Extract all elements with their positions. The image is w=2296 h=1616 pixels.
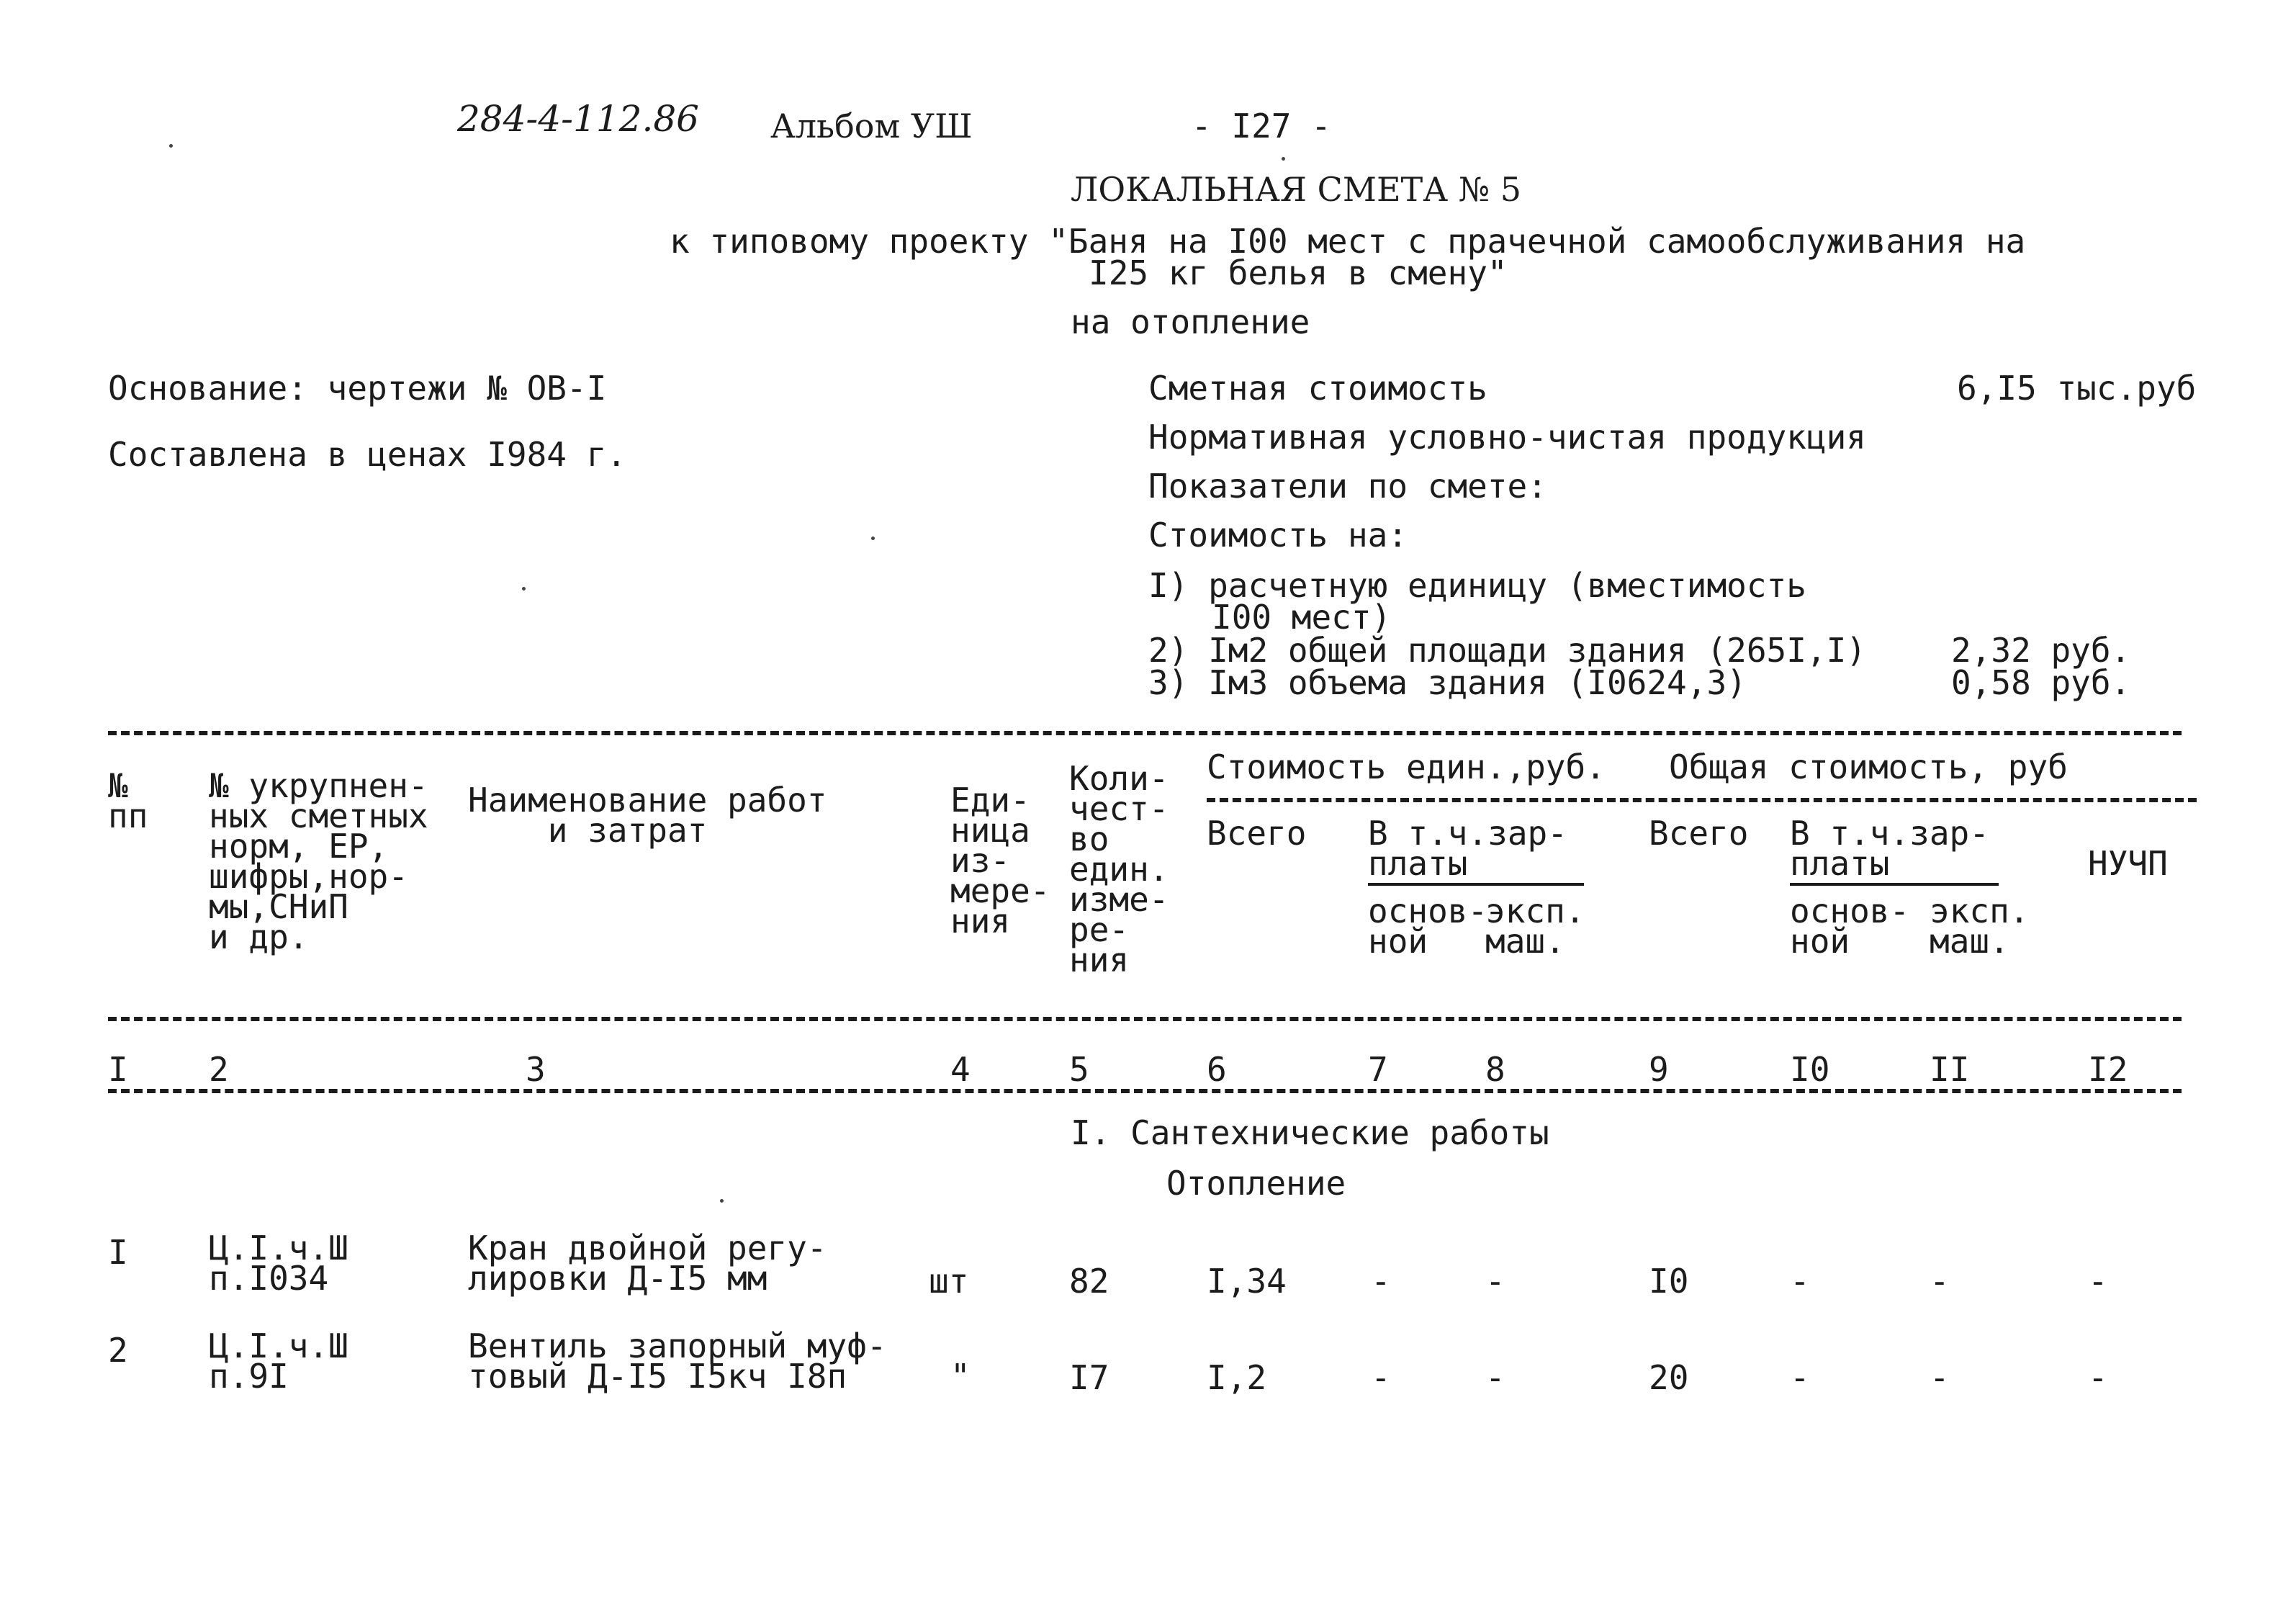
unit-cost-basic-header: основ- ной: [1368, 892, 1488, 961]
nuchp-header: НУЧП: [2088, 844, 2168, 883]
group-header-divider: [1207, 798, 2197, 802]
table-header-bottom-border: [108, 1017, 2182, 1021]
col-number-7: 7: [1368, 1050, 1388, 1089]
col-header-work-name: Наименование работ и затрат: [468, 781, 827, 850]
table-row-1-total-exp: -: [1930, 1262, 1950, 1301]
table-row-1-unit-cost: I,34: [1207, 1262, 1287, 1301]
basis-text: Основание: чертежи № ОВ-I: [108, 369, 607, 408]
unit-cost-machine-header: эксп. маш.: [1485, 892, 1585, 961]
col-header-quantity: Коли- чест- во един. изме- ре- ния: [1069, 759, 1169, 979]
table-row-2-nuchp: -: [2088, 1358, 2108, 1397]
scan-speck: [871, 537, 875, 540]
table-row-2-unit-basic: -: [1371, 1358, 1391, 1397]
unit-cost-wages-header: В т.ч.зар-: [1368, 814, 1567, 853]
page-number: - I27 -: [1192, 107, 1331, 145]
unit-cost-all-header: Всего: [1207, 814, 1307, 853]
indicators-label: Показатели по смете:: [1148, 467, 1547, 506]
prices-text: Составлена в ценах I984 г.: [108, 435, 627, 474]
table-row-2-quantity: I7: [1069, 1358, 1109, 1397]
total-cost-wages-header-2: платы: [1790, 844, 1890, 883]
col-number-11: II: [1930, 1050, 1970, 1089]
table-row-1-unit: шт: [929, 1262, 969, 1301]
table-row-2-total-basic: -: [1790, 1358, 1810, 1397]
table-row-1-unit-basic: -: [1371, 1262, 1391, 1301]
col-number-3: 3: [526, 1050, 546, 1089]
scan-speck: [1282, 157, 1285, 161]
total-wages-underline: [1790, 883, 1999, 886]
table-row-2-number: 2: [108, 1331, 128, 1370]
table-row-2-unit-exp: -: [1485, 1358, 1505, 1397]
table-row-1-number: I: [108, 1233, 128, 1272]
col-number-9: 9: [1649, 1050, 1669, 1089]
indicator-1-line-1: I) расчетную единицу (вместимость: [1148, 566, 1806, 605]
estimated-cost-label: Сметная стоимость: [1148, 369, 1487, 408]
scan-speck: [720, 1199, 724, 1203]
indicator-3-label: 3) Iм3 объема здания (I0624,3): [1148, 663, 1747, 702]
table-row-1-quantity: 82: [1069, 1262, 1109, 1301]
table-row-1-unit-exp: -: [1485, 1262, 1505, 1301]
table-row-1-name: Кран двойной регу- лировки Д-I5 мм: [468, 1229, 827, 1298]
total-cost-machine-header: эксп. маш.: [1930, 892, 2030, 961]
col-numbers-underline: [108, 1089, 2182, 1093]
cost-on-label: Стоимость на:: [1148, 516, 1408, 555]
col-header-norm-code: № укрупнен- ных сметных норм, ЕР, шифры,нор- мы,СНиП и др.: [209, 766, 428, 956]
col-number-1: I: [108, 1050, 128, 1089]
total-cost-group-header: Общая стоимость, руб: [1669, 748, 2068, 786]
total-cost-basic-header: основ- ной: [1790, 892, 1910, 961]
unit-wages-underline: [1368, 883, 1584, 886]
table-row-2-name: Вентиль запорный муф- товый Д-I5 I5кч I8п: [468, 1327, 887, 1396]
col-header-unit: Еди- ница из- мере- ния: [950, 781, 1050, 941]
total-cost-wages-header: В т.ч.зар-: [1790, 814, 1989, 853]
table-row-1-total-basic: -: [1790, 1262, 1810, 1301]
table-top-border: [108, 731, 2182, 735]
scan-speck: [522, 587, 526, 591]
col-number-4: 4: [950, 1050, 971, 1089]
project-line-2: I25 кг белья в смену": [1089, 253, 1508, 292]
col-number-8: 8: [1485, 1050, 1505, 1089]
album-label: Альбом УШ: [770, 107, 973, 145]
indicator-2-label: 2) Iм2 общей площади здания (265I,I): [1148, 631, 1866, 670]
col-number-10: I0: [1790, 1050, 1830, 1089]
table-row-1-nuchp: -: [2088, 1262, 2108, 1301]
col-number-2: 2: [209, 1050, 229, 1089]
col-number-6: 6: [1207, 1050, 1227, 1089]
section-title: I. Сантехнические работы: [1071, 1113, 1549, 1152]
scan-speck: [169, 144, 173, 148]
document-code: 284-4-112.86: [457, 98, 699, 140]
indicator-2-value: 2,32 руб.: [1951, 631, 2131, 670]
unit-cost-group-header: Стоимость един.,руб.: [1207, 748, 1606, 786]
normative-label: Нормативная условно-чистая продукция: [1148, 418, 1866, 457]
unit-cost-wages-header-2: платы: [1368, 844, 1468, 883]
table-row-2-unit: ": [950, 1357, 971, 1396]
table-row-2-total-exp: -: [1930, 1358, 1950, 1397]
table-row-2-unit-cost: I,2: [1207, 1358, 1267, 1397]
table-row-2-code: Ц.I.ч.Ш п.9I: [209, 1327, 348, 1396]
table-row-2-total: 20: [1649, 1358, 1689, 1397]
col-header-number: № пп: [108, 766, 148, 835]
table-row-1-code: Ц.I.ч.Ш п.I034: [209, 1229, 348, 1298]
section-subtitle: Отопление: [1166, 1164, 1346, 1203]
indicator-3-value: 0,58 руб.: [1951, 663, 2131, 702]
total-cost-all-header: Всего: [1649, 814, 1749, 853]
indicator-1-line-2: I00 мест): [1212, 598, 1392, 637]
table-row-1-total: I0: [1649, 1262, 1689, 1301]
col-number-12: I2: [2088, 1050, 2128, 1089]
col-number-5: 5: [1069, 1050, 1089, 1089]
estimate-subject: на отопление: [1071, 302, 1310, 341]
estimated-cost-value: 6,I5 тыс.руб: [1957, 369, 2197, 408]
project-line-1: к типовому проекту "Баня на I00 мест с прачечной самообслуживания на: [670, 222, 2026, 261]
estimate-title: ЛОКАЛЬНАЯ СМЕТА № 5: [1071, 170, 1522, 209]
